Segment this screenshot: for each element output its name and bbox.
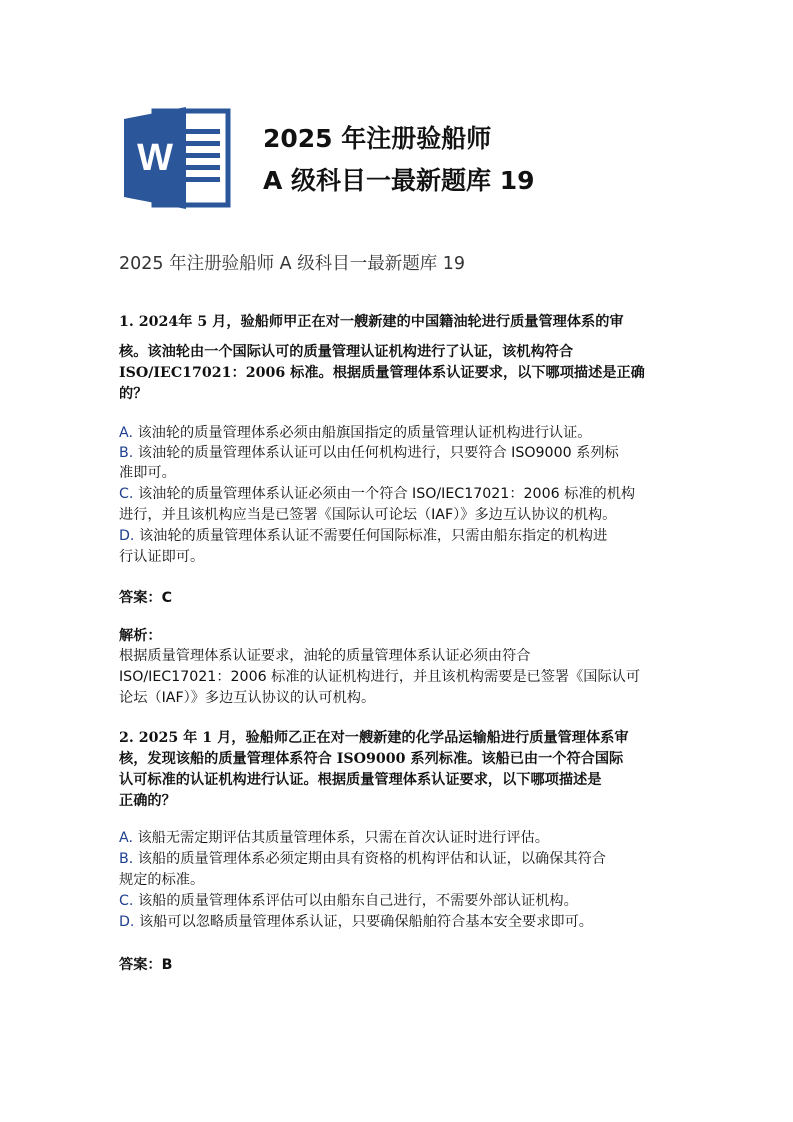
q2-option-b-cont: 规定的标准。	[119, 872, 205, 888]
q1-analysis-text: 根据质量管理体系认证要求，油轮的质量管理体系认证必须由符合	[119, 648, 531, 664]
question-2-text: 认可标准的认证机构进行认证。根据质量管理体系认证要求，以下哪项描述是	[119, 772, 602, 788]
document-title-line-1: 2025 年注册验船师	[263, 124, 492, 153]
q1-analysis-text: ISO/IEC17021：2006 标准的认证机构进行，并且该机构需要是已签署《国际认可	[119, 669, 641, 685]
question-1-text: 核。该油轮由一个国际认可的质量管理认证机构进行了认证，该机构符合	[119, 344, 574, 360]
q1-option-c: C. 该油轮的质量管理体系认证必须由一个符合 ISO/IEC17021：2006 标准的机构	[119, 486, 636, 502]
q2-option-c: C. 该船的质量管理体系评估可以由船东自己进行，不需要外部认证机构。	[119, 893, 578, 909]
q1-analysis-text: 论坛（IAF）》多边互认协议的认可机构。	[119, 690, 376, 706]
q1-option-d: D. 该油轮的质量管理体系认证不需要任何国际标准，只需由船东指定的机构进	[119, 528, 608, 544]
q1-answer: 答案：C	[119, 590, 172, 606]
word-document-logo	[124, 107, 234, 209]
q1-option-d-cont: 行认证即可。	[119, 549, 205, 565]
q1-option-b: B. 该油轮的质量管理体系认证可以由任何机构进行，只要符合 ISO9000 系列标	[119, 445, 619, 461]
question-1-text: 1. 2024年 5 月，验船师甲正在对一艘新建的中国籍油轮进行质量管理体系的审	[119, 314, 624, 330]
q2-option-a: A. 该船无需定期评估其质量管理体系，只需在首次认证时进行评估。	[119, 830, 549, 846]
svg-text:W: W	[137, 137, 173, 179]
question-2-text: 正确的？	[119, 793, 176, 809]
question-2-text: 2. 2025 年 1 月，验船师乙正在对一艘新建的化学品运输船进行质量管理体系审	[119, 730, 629, 746]
question-1-text: ISO/IEC17021：2006 标准。根据质量管理体系认证要求，以下哪项描述是正确	[119, 365, 645, 381]
q2-option-b: B. 该船的质量管理体系必须定期由具有资格的机构评估和认证，以确保其符合	[119, 851, 606, 867]
question-2-text: 核，发现该船的质量管理体系符合 ISO9000 系列标准。该船已由一个符合国际	[119, 751, 624, 767]
q2-option-d: D. 该船可以忽略质量管理体系认证，只要确保船舶符合基本安全要求即可。	[119, 914, 593, 930]
q1-option-b-cont: 准即可。	[119, 465, 176, 481]
q1-option-a: A. 该油轮的质量管理体系必须由船旗国指定的质量管理认证机构进行认证。	[119, 425, 592, 441]
q2-answer: 答案：B	[119, 957, 173, 973]
q1-option-c-cont: 进行，并且该机构应当是已签署《国际认可论坛（IAF）》多边互认协议的机构。	[119, 507, 617, 523]
q1-analysis-label: 解析：	[119, 628, 162, 644]
document-title-line-2: A 级科目一最新题库 19	[263, 166, 535, 195]
document-subtitle: 2025 年注册验船师 A 级科目一最新题库 19	[119, 254, 466, 274]
question-1-text: 的？	[119, 386, 148, 402]
